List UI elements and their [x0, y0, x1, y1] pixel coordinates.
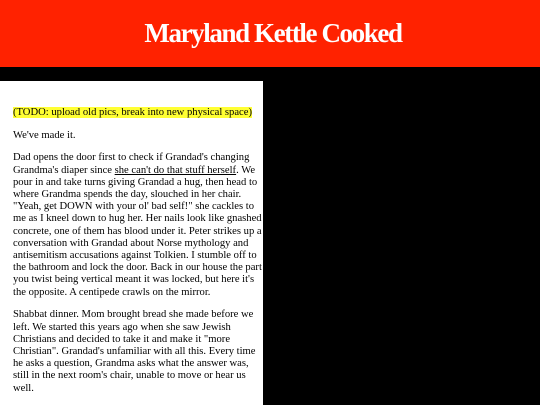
- todo-note: [13, 107, 263, 119]
- post-page: [0, 81, 263, 405]
- todo-highlight: (TODO: upload old pics, break into new physical space): [13, 107, 252, 118]
- paragraph-shabbat: Shabbat dinner. Mom brought bread she made before we left. We started this years ago when she saw Jewish Christians and decided to take it and make it "more Christian". Grandad's unfamiliar with all this. Every time he asks a question, Grandma asks what the answer was, still in the next room's chair, unable to move or hear us well.: [13, 309, 256, 394]
- site-title[interactable]: Maryland Kettle Cooked: [144, 18, 402, 48]
- paragraph-visit: [13, 152, 263, 298]
- site-header: [0, 0, 540, 67]
- paragraph-visit-text-end: . We pour in and take turns giving Grandad a hug, then head to where Grandma spends the day, slouched in her chair. "Yeah, get DOWN with your ol' bad self!" she cackles to me as I kneel down to hug her. Her nails look like gnashed concrete, one of them has blood under it. Peter strikes up a conversation with Grandad about Norse mythology and antisemitism accusations against Tolkien. I stumble off to the bathroom and lock the door. Back in our house the part you twist being vertical meant it was locked, but here it's the opposite. A centipede crawls on the mirror.: [13, 164, 262, 298]
- diaper-link[interactable]: she can't do that stuff herself: [114, 164, 237, 176]
- empty-right-pane: [263, 67, 540, 405]
- post-content: [13, 107, 263, 405]
- paragraph-visit-text-start: Dad opens the door first to check if Grandad's changing Grandma's diaper since: [13, 152, 250, 176]
- paragraph-arrival: We've made it.: [13, 129, 76, 141]
